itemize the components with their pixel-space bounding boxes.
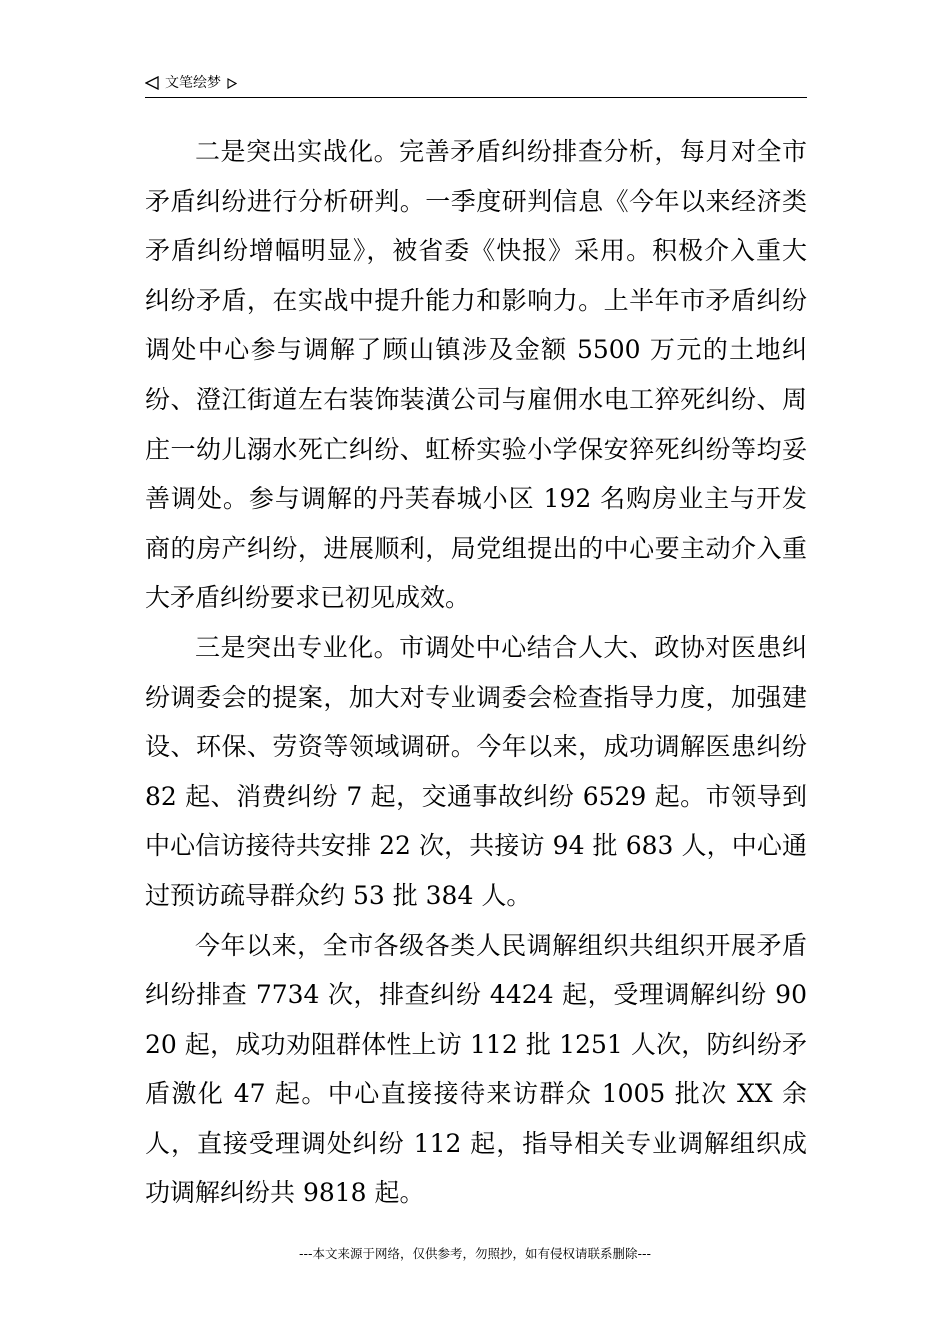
paragraph: 二是突出实战化。完善矛盾纠纷排查分析，每月对全市矛盾纠纷进行分析研判。一季度研判信息《今年以来经济类矛盾纠纷增幅明显》，被省委《快报》采用。积极介入重大纠纷矛盾，在实战中提升能力和影响力。上半年市矛盾纠纷调处中心参与调解了顾山镇涉及金额 5500 万元的土地纠纷、澄江街道左右装饰装潢公司与雇佣水电工猝死纠纷、周庄一幼儿溺水死亡纠纷、虹桥实验小学保安猝死纠纷等均妥善调处。参与调解的丹芙春城小区 192 名购房业主与开发商的房产纠纷，进展顺利，局党组提出的中心要主动介入重大矛盾纠纷要求已初见成效。 — [145, 137, 807, 613]
document-body — [145, 127, 807, 1218]
header-divider — [145, 97, 807, 98]
paragraph: 今年以来，全市各级各类人民调解组织共组织开展矛盾纠纷排查 7734 次，排查纠纷 4424 起，受理调解纠纷 9020 起，成功劝阻群体性上访 112 批 1251 人次，防纠纷矛盾激化 47 起。中心直接接待来访群众 1005 批次 XX 余人，直接受理调处纠纷 112 起，指导相关专业调解组织成功调解纠纷共 9818 起。 — [145, 930, 807, 1208]
page-header — [145, 66, 807, 98]
footer-notice: ---本文来源于网络，仅供参考，勿照抄，如有侵权请联系删除--- — [298, 1246, 652, 1261]
triangle-right-icon — [227, 78, 237, 89]
paragraph: 三是突出专业化。市调处中心结合人大、政协对医患纠纷调委会的提案，加大对专业调委会检查指导力度，加强建设、环保、劳资等领域调研。今年以来，成功调解医患纠纷 82 起、消费纠纷 7 起，交通事故纠纷 6529 起。市领导到中心信访接待共安排 22 次，共接访 94 批 683 人，中心通过预访疏导群众约 53 批 384 人。 — [145, 632, 807, 910]
triangle-left-icon — [145, 76, 159, 90]
header-brand-label: 文笔绘梦 — [165, 75, 221, 91]
header-brand — [145, 74, 237, 92]
